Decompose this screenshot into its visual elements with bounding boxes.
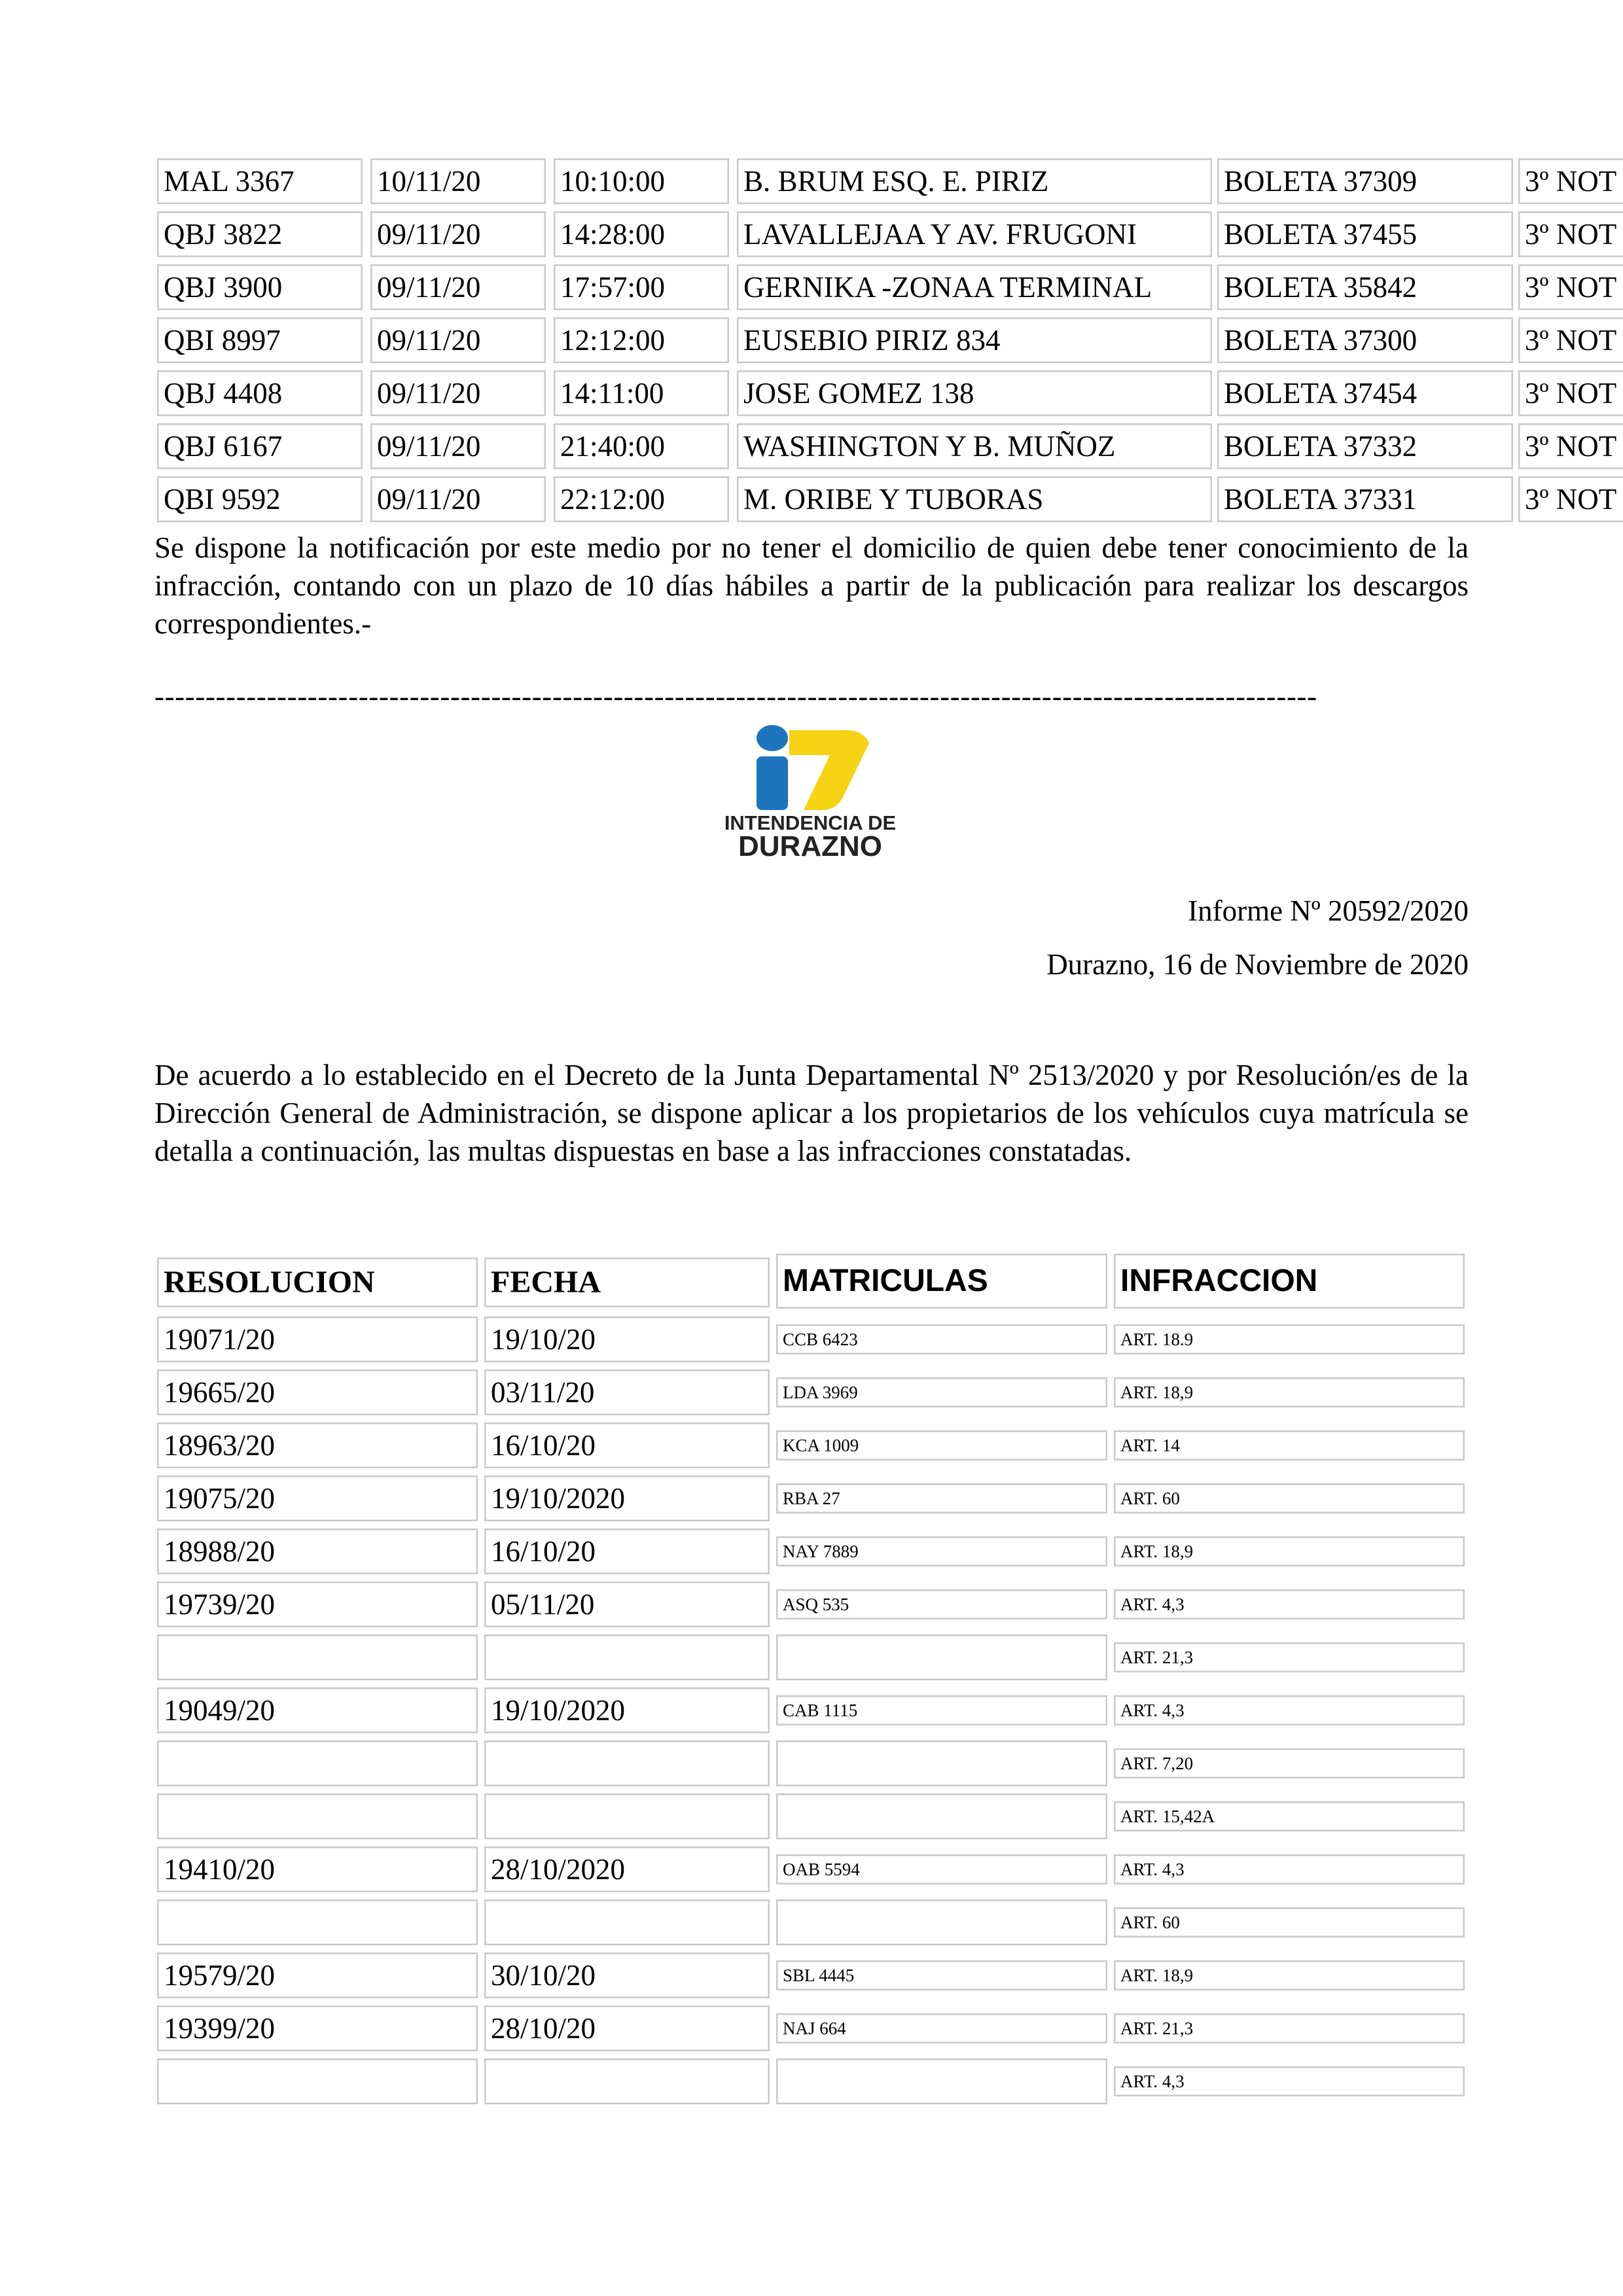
place-cell: JOSE GOMEZ 138 (737, 370, 1212, 416)
intro-paragraph: De acuerdo a lo establecido en el Decreto de la Junta Departamental Nº 2513/2020 y por Resolución/es de la Dirección General de Administración, se dispone aplicar a los propietarios de los vehículos cuya matrícula se detalla a continuación, las multas dispuestas en base a las infracciones constatadas. (154, 1059, 1469, 1167)
status-cell: 3º NOT (1518, 423, 1623, 469)
date-cell: 09/11/20 (370, 211, 546, 257)
plate-cell: QBJ 3900 (157, 264, 363, 310)
date-cell (484, 1634, 770, 1680)
plate-cell: NAJ 664 (776, 2013, 1107, 2043)
header-infraction: INFRACCION (1114, 1254, 1465, 1309)
date-cell: 09/11/20 (370, 476, 546, 522)
status-cell: 3º NOT (1518, 476, 1623, 522)
infraction-cell: ART. 60 (1114, 1483, 1465, 1513)
infraction-cell: ART. 21,3 (1114, 2013, 1465, 2043)
date-cell: 03/11/20 (484, 1369, 770, 1415)
plate-cell: LDA 3969 (776, 1377, 1107, 1407)
plate-cell (776, 1899, 1107, 1945)
place-cell: EUSEBIO PIRIZ 834 (737, 317, 1212, 363)
resolution-cell: 19071/20 (157, 1316, 478, 1362)
place-cell: LAVALLEJAA Y AV. FRUGONI (737, 211, 1212, 257)
infraction-cell: ART. 18,9 (1114, 1536, 1465, 1566)
resolution-cell: 18988/20 (157, 1528, 478, 1574)
date-cell: 19/10/2020 (484, 1687, 770, 1733)
infraction-cell: ART. 18,9 (1114, 1960, 1465, 1990)
plate-cell: CAB 1115 (776, 1695, 1107, 1725)
date-cell: 09/11/20 (370, 423, 546, 469)
infraction-cell: ART. 7,20 (1114, 1748, 1465, 1778)
date-cell: 28/10/2020 (484, 1846, 770, 1892)
time-cell: 14:11:00 (554, 370, 729, 416)
logo-mark-icon (712, 718, 908, 862)
infraction-cell: ART. 4,3 (1114, 1695, 1465, 1725)
plate-cell: QBJ 3822 (157, 211, 363, 257)
resolution-cell: 19665/20 (157, 1369, 478, 1415)
resolution-cell: 19410/20 (157, 1846, 478, 1892)
ticket-cell: BOLETA 37454 (1217, 370, 1513, 416)
ticket-cell: BOLETA 37332 (1217, 423, 1513, 469)
plate-cell (776, 1793, 1107, 1839)
notice-paragraph: Se dispone la notificación por este medio por no tener el domicilio de quien debe tener conocimiento de la infracción, contando con un plazo de 10 días hábiles a partir de la publicación para realizar los descargos correspondientes.- (154, 531, 1469, 640)
date-cell: 19/10/2020 (484, 1475, 770, 1521)
date-cell (484, 1740, 770, 1786)
plate-cell: QBI 8997 (157, 317, 363, 363)
plate-cell: ASQ 535 (776, 1589, 1107, 1619)
infraction-cell: ART. 4,3 (1114, 2066, 1465, 2096)
plate-cell: MAL 3367 (157, 158, 363, 204)
plate-cell: NAY 7889 (776, 1536, 1107, 1566)
resolution-cell (157, 1793, 478, 1839)
infraction-cell: ART. 15,42A (1114, 1801, 1465, 1831)
infraction-cell: ART. 21,3 (1114, 1642, 1465, 1672)
logo-line2: DURAZNO (738, 830, 882, 862)
date-cell (484, 1793, 770, 1839)
ticket-cell: BOLETA 37331 (1217, 476, 1513, 522)
time-cell: 10:10:00 (554, 158, 729, 204)
resolution-cell: 19075/20 (157, 1475, 478, 1521)
date-cell: 09/11/20 (370, 317, 546, 363)
ticket-cell: BOLETA 35842 (1217, 264, 1513, 310)
place-cell: WASHINGTON Y B. MUÑOZ (737, 423, 1212, 469)
date-cell (484, 1899, 770, 1945)
time-cell: 17:57:00 (554, 264, 729, 310)
report-date: Durazno, 16 de Noviembre de 2020 (1046, 948, 1469, 981)
resolution-cell: 19399/20 (157, 2005, 478, 2051)
header-resolution: RESOLUCION (157, 1258, 478, 1307)
resolution-cell (157, 1634, 478, 1680)
intendencia-logo (712, 718, 908, 862)
place-cell: M. ORIBE Y TUBORAS (737, 476, 1212, 522)
ticket-cell: BOLETA 37455 (1217, 211, 1513, 257)
date-cell: 09/11/20 (370, 370, 546, 416)
date-cell: 10/11/20 (370, 158, 546, 204)
header-date: FECHA (484, 1258, 770, 1307)
plate-cell: QBJ 6167 (157, 423, 363, 469)
resolution-cell (157, 1740, 478, 1786)
resolution-cell: 18963/20 (157, 1422, 478, 1468)
resolution-cell: 19739/20 (157, 1581, 478, 1627)
plate-cell: KCA 1009 (776, 1430, 1107, 1460)
infraction-cell: ART. 60 (1114, 1907, 1465, 1937)
date-cell: 16/10/20 (484, 1422, 770, 1468)
plate-cell: QBJ 4408 (157, 370, 363, 416)
infraction-cell: ART. 4,3 (1114, 1589, 1465, 1619)
date-cell: 28/10/20 (484, 2005, 770, 2051)
plate-cell: CCB 6423 (776, 1324, 1107, 1354)
logo-line1: INTENDENCIA DE (724, 811, 897, 834)
status-cell: 3º NOT (1518, 317, 1623, 363)
header-plates: MATRICULAS (776, 1254, 1107, 1309)
resolution-cell: 19049/20 (157, 1687, 478, 1733)
date-cell: 19/10/20 (484, 1316, 770, 1362)
plate-cell: RBA 27 (776, 1483, 1107, 1513)
status-cell: 3º NOT (1518, 158, 1623, 204)
date-cell: 30/10/20 (484, 1952, 770, 1998)
plate-cell: SBL 4445 (776, 1960, 1107, 1990)
ticket-cell: BOLETA 37309 (1217, 158, 1513, 204)
time-cell: 22:12:00 (554, 476, 729, 522)
status-cell: 3º NOT (1518, 211, 1623, 257)
infraction-cell: ART. 4,3 (1114, 1854, 1465, 1884)
time-cell: 14:28:00 (554, 211, 729, 257)
date-cell (484, 2058, 770, 2104)
status-cell: 3º NOT (1518, 370, 1623, 416)
plate-cell: QBI 9592 (157, 476, 363, 522)
plate-cell (776, 1634, 1107, 1680)
separator-line: ------------------------------------------------------------------------------------------------------------------ (154, 680, 1317, 713)
resolution-cell (157, 2058, 478, 2104)
date-cell: 09/11/20 (370, 264, 546, 310)
report-number: Informe Nº 20592/2020 (1188, 894, 1469, 927)
resolution-cell: 19579/20 (157, 1952, 478, 1998)
time-cell: 12:12:00 (554, 317, 729, 363)
status-cell: 3º NOT (1518, 264, 1623, 310)
plate-cell (776, 1740, 1107, 1786)
plate-cell: OAB 5594 (776, 1854, 1107, 1884)
resolution-cell (157, 1899, 478, 1945)
place-cell: GERNIKA -ZONAA TERMINAL (737, 264, 1212, 310)
infraction-cell: ART. 18,9 (1114, 1377, 1465, 1407)
infraction-cell: ART. 18.9 (1114, 1324, 1465, 1354)
date-cell: 05/11/20 (484, 1581, 770, 1627)
date-cell: 16/10/20 (484, 1528, 770, 1574)
place-cell: B. BRUM ESQ. E. PIRIZ (737, 158, 1212, 204)
ticket-cell: BOLETA 37300 (1217, 317, 1513, 363)
plate-cell (776, 2058, 1107, 2104)
infraction-cell: ART. 14 (1114, 1430, 1465, 1460)
time-cell: 21:40:00 (554, 423, 729, 469)
